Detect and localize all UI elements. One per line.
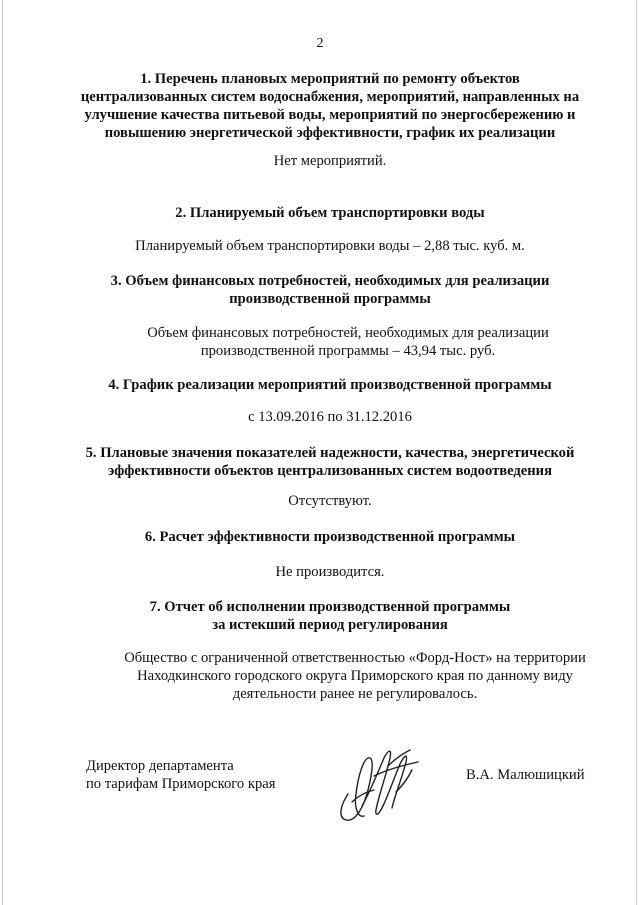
page-number: 2 <box>316 36 324 51</box>
handwritten-signature <box>328 736 422 824</box>
section-2-heading <box>60 204 600 222</box>
section-2-body <box>60 237 600 255</box>
section-6-body <box>60 563 600 581</box>
body-line: Находкинского городского округа Приморского края по данному виду <box>137 668 573 684</box>
signatory-name: В.А. Малюшицкий <box>466 767 585 783</box>
scan-edge-right <box>636 0 637 905</box>
heading-line: 5. Плановые значения показателей надежности, качества, энергетической <box>85 445 575 461</box>
body-line: Отсутствуют. <box>288 493 372 509</box>
body-line: с 13.09.2016 по 31.12.2016 <box>248 409 412 425</box>
section-5-heading <box>50 444 610 480</box>
signatory-title <box>86 757 275 793</box>
heading-line: 3. Объем финансовых потребностей, необходимых для реализации <box>110 273 550 289</box>
section-6-heading <box>60 528 600 546</box>
heading-line: улучшение качества питьевой воды, мероприятий по энергосбережению и <box>84 107 576 123</box>
section-4-heading <box>60 376 600 394</box>
body-line: Объем финансовых потребностей, необходимых для реализации <box>147 325 549 341</box>
body-line: Планируемый объем транспортировки воды – 2,88 тыс. куб. м. <box>135 238 525 254</box>
body-line: Не производится. <box>275 564 385 580</box>
heading-line: за истекший период регулирования <box>212 617 448 633</box>
section-7-body <box>80 649 630 703</box>
section-1-body <box>60 152 600 170</box>
section-7-heading <box>60 598 600 634</box>
heading-line: централизованных систем водоснабжения, мероприятий, направленных на <box>80 89 580 105</box>
section-5-body <box>60 492 600 510</box>
heading-line: 4. График реализации мероприятий производственной программы <box>108 377 552 393</box>
section-1-heading <box>60 70 600 142</box>
body-line: Общество с ограниченной ответственностью «Форд-Ност» на территории <box>124 650 586 666</box>
heading-line: 2. Планируемый объем транспортировки воды <box>175 205 485 221</box>
section-3-heading <box>60 272 600 308</box>
scan-edge-left <box>2 0 3 905</box>
heading-line: производственной программы <box>229 291 431 307</box>
body-line: Нет мероприятий. <box>273 153 387 169</box>
signatory-title-line: по тарифам Приморского края <box>86 776 276 792</box>
heading-line: 1. Перечень плановых мероприятий по ремонту объектов <box>140 71 520 87</box>
signatory-title-line: Директор департамента <box>86 758 234 774</box>
heading-line: повышению энергетической эффективности, график их реализации <box>104 125 556 141</box>
body-line: деятельности ранее не регулировалось. <box>232 686 478 702</box>
section-4-body <box>60 408 600 426</box>
heading-line: 7. Отчет об исполнении производственной программы <box>149 599 511 615</box>
heading-line: эффективности объектов централизованных систем водоотведения <box>107 463 552 479</box>
heading-line: 6. Расчет эффективности производственной программы <box>144 529 516 545</box>
body-line: производственной программы – 43,94 тыс. руб. <box>200 343 496 359</box>
section-3-body <box>86 324 610 360</box>
